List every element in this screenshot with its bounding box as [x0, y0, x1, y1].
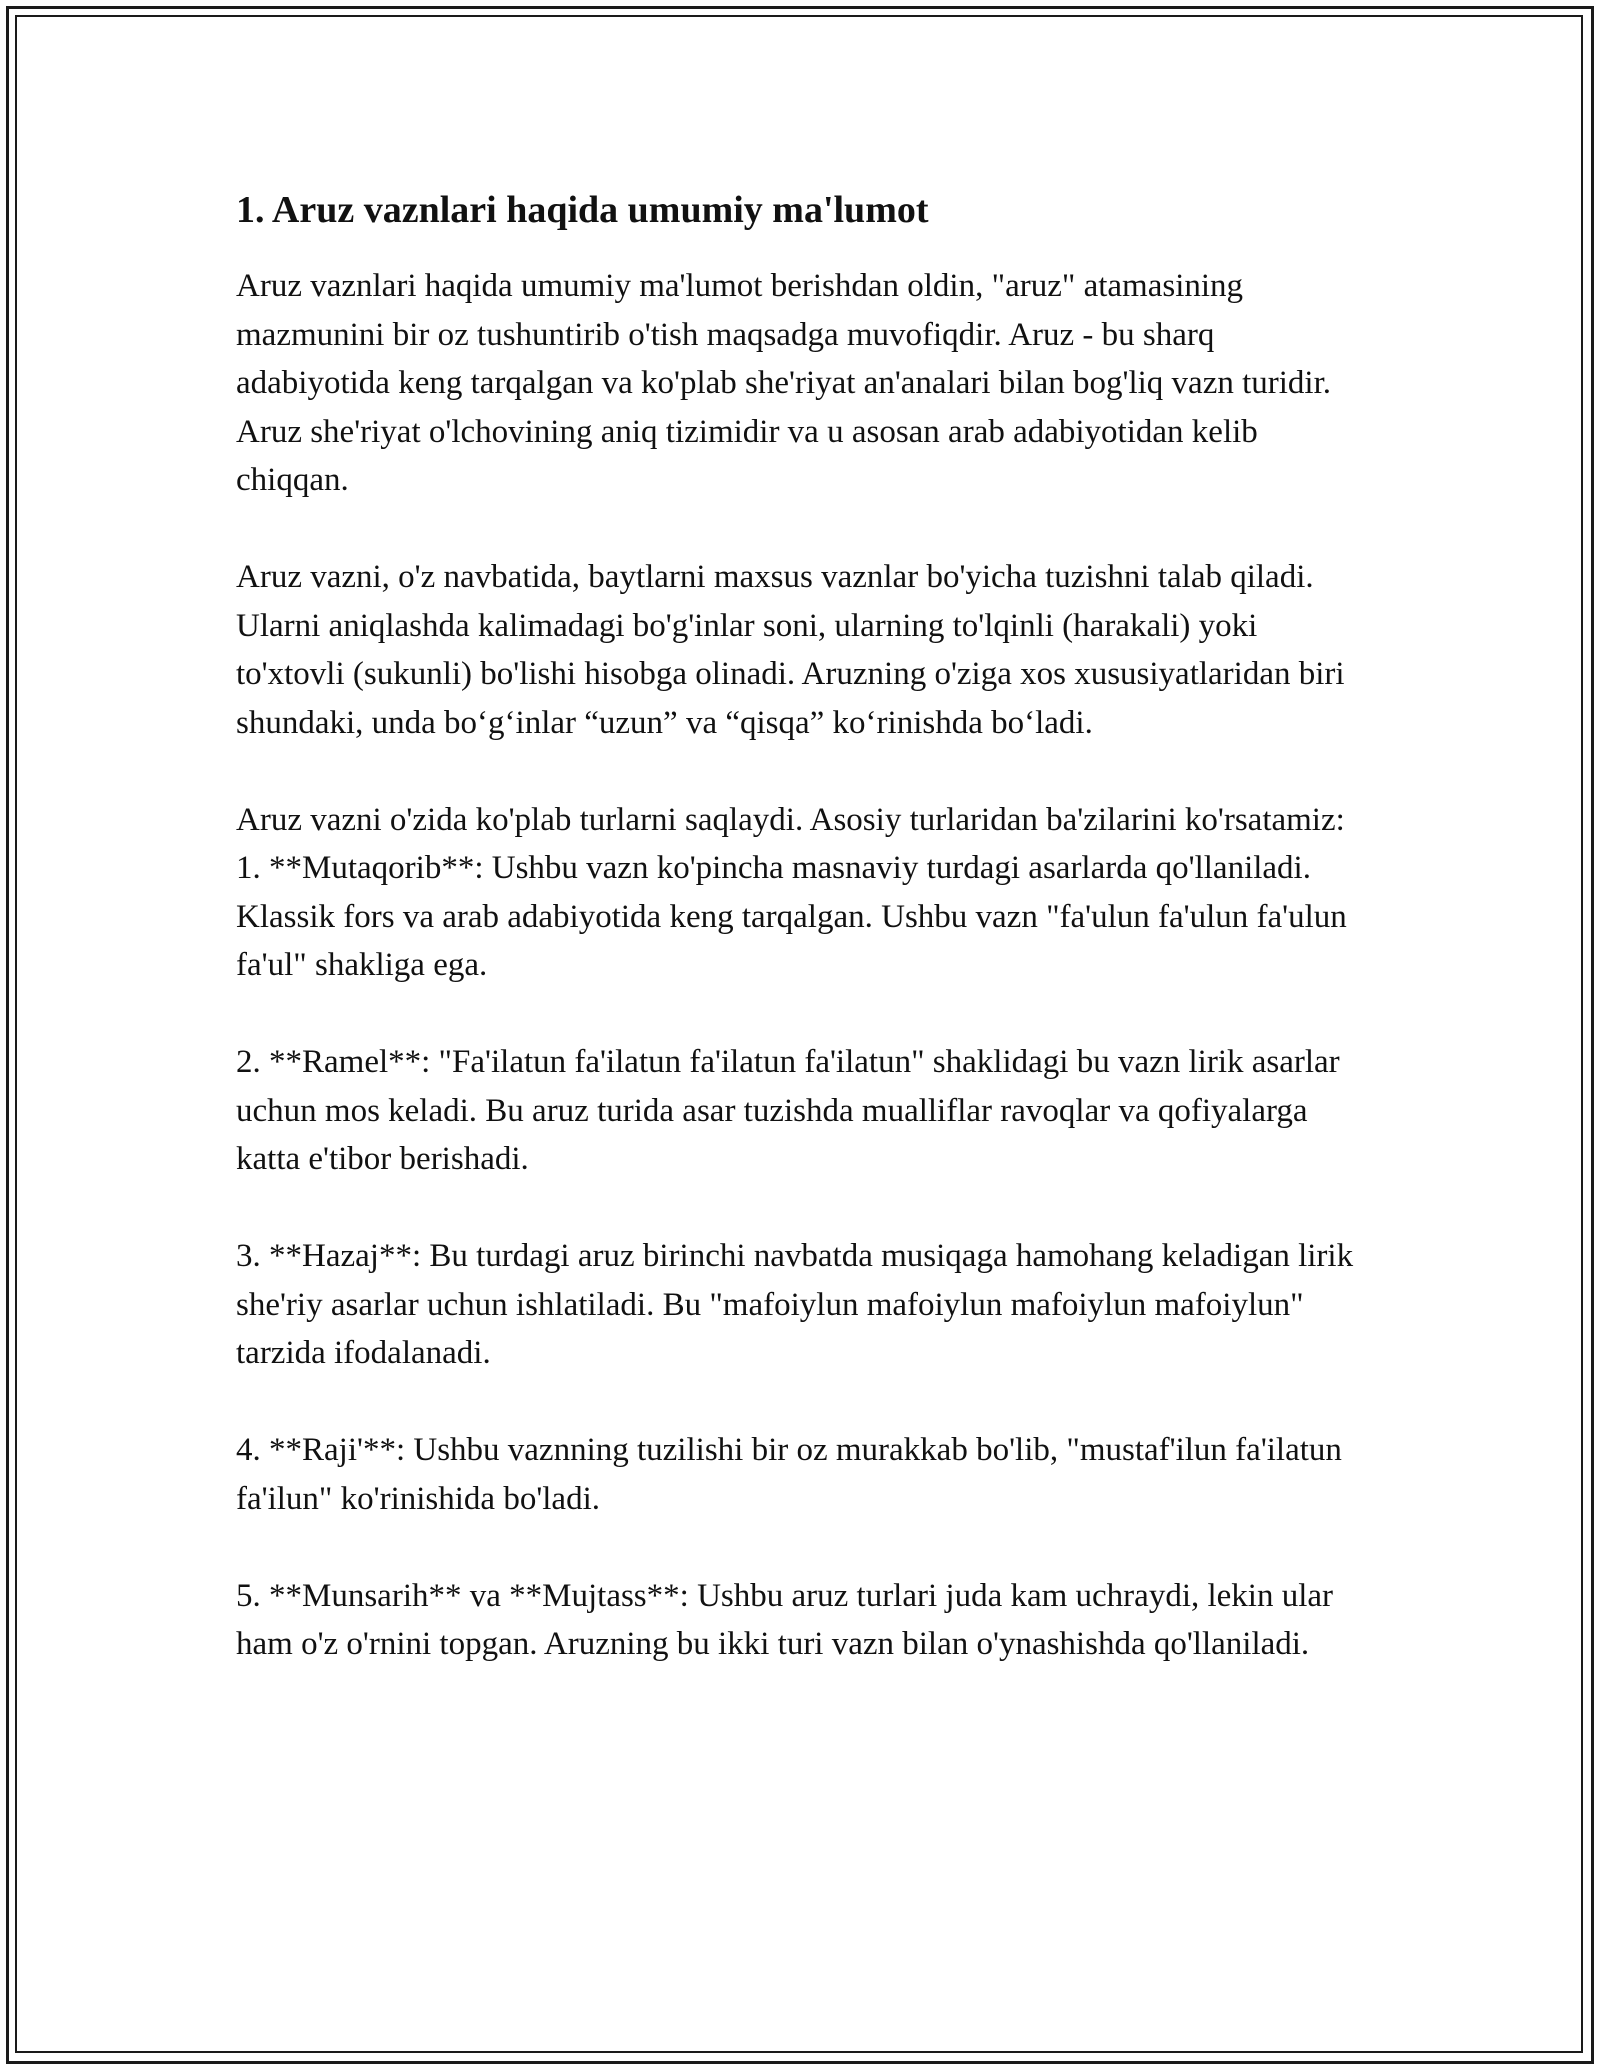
- paragraph-munsarih-mujtass: 5. **Munsarih** va **Mujtass**: Ushbu aruz turlari juda kam uchraydi, lekin ular ham o'z o'rnini topgan. Aruzning bu ikki turi vazn bilan o'ynashishda qo'llaniladi.: [236, 1577, 1334, 1662]
- paragraph-spacer: [236, 990, 1366, 1039]
- paragraph-spacer: [236, 1523, 1366, 1572]
- paragraph-types-mutaqorib: Aruz vazni o'zida ko'plab turlarni saqlaydi. Asosiy turlaridan ba'zilarini ko'rsatamiz: 1. **Mutaqorib**: Ushbu vazn ko'pincha masnaviy turdagi asarlarda qo'llaniladi. Klassik fors va arab adabiyotida keng tarqalgan. Ushbu vazn "fa'ulun fa'ulun fa'ulun fa'ul" shakliga ega.: [236, 801, 1347, 983]
- paragraph-spacer: [236, 505, 1366, 554]
- paragraph-ramel: 2. **Ramel**: "Fa'ilatun fa'ilatun fa'ilatun fa'ilatun" shaklidagi bu vazn lirik asarlar uchun mos keladi. Bu aruz turida asar tuzishda mualliflar ravoqlar va qofiyalarga katta e'tibor berishadi.: [236, 1044, 1340, 1177]
- paragraph-hazaj: 3. **Hazaj**: Bu turdagi aruz birinchi navbatda musiqaga hamohang keladigan lirik she'riy asarlar uchun ishlatiladi. Bu "mafoiylun mafoiylun mafoiylun mafoiylun" tarzida ifodalanadi.: [236, 1238, 1354, 1371]
- paragraph-spacer: [236, 1184, 1366, 1233]
- paragraph-meter-structure: Aruz vazni, o'z navbatida, baytlarni maxsus vaznlar bo'yicha tuzishni talab qiladi. Ularni aniqlashda kalimadagi bo'g'inlar soni, ularning to'lqinli (harakali) yoki to'xtovli (sukunli) bo'lishi hisobga olinadi. Aruzning o'ziga xos xususiyatlaridan biri shundaki, unda bo‘g‘inlar “uzun” va “qisqa” ko‘rinishda bo‘ladi.: [236, 559, 1345, 741]
- paragraph-raji: 4. **Raji'**: Ushbu vaznning tuzilishi bir oz murakkab bo'lib, "mustaf'ilun fa'ilatun fa'ilun" ko'rinishida bo'ladi.: [236, 1432, 1342, 1517]
- document-body: [236, 186, 1366, 1669]
- paragraph-spacer: [236, 747, 1366, 796]
- paragraph-intro: Aruz vaznlari haqida umumiy ma'lumot berishdan oldin, "aruz" atamasining mazmunini bir oz tushuntirib o'tish maqsadga muvofiqdir. Aruz - bu sharq adabiyotida keng tarqalgan va ko'plab she'riyat an'analari bilan bog'liq vazn turidir. Aruz she'riyat o'lchovining aniq tizimidir va u asosan arab adabiyotidan kelib chiqqan.: [236, 268, 1332, 498]
- paragraph-spacer: [236, 1378, 1366, 1427]
- section-title: 1. Aruz vaznlari haqida umumiy ma'lumot: [236, 189, 929, 231]
